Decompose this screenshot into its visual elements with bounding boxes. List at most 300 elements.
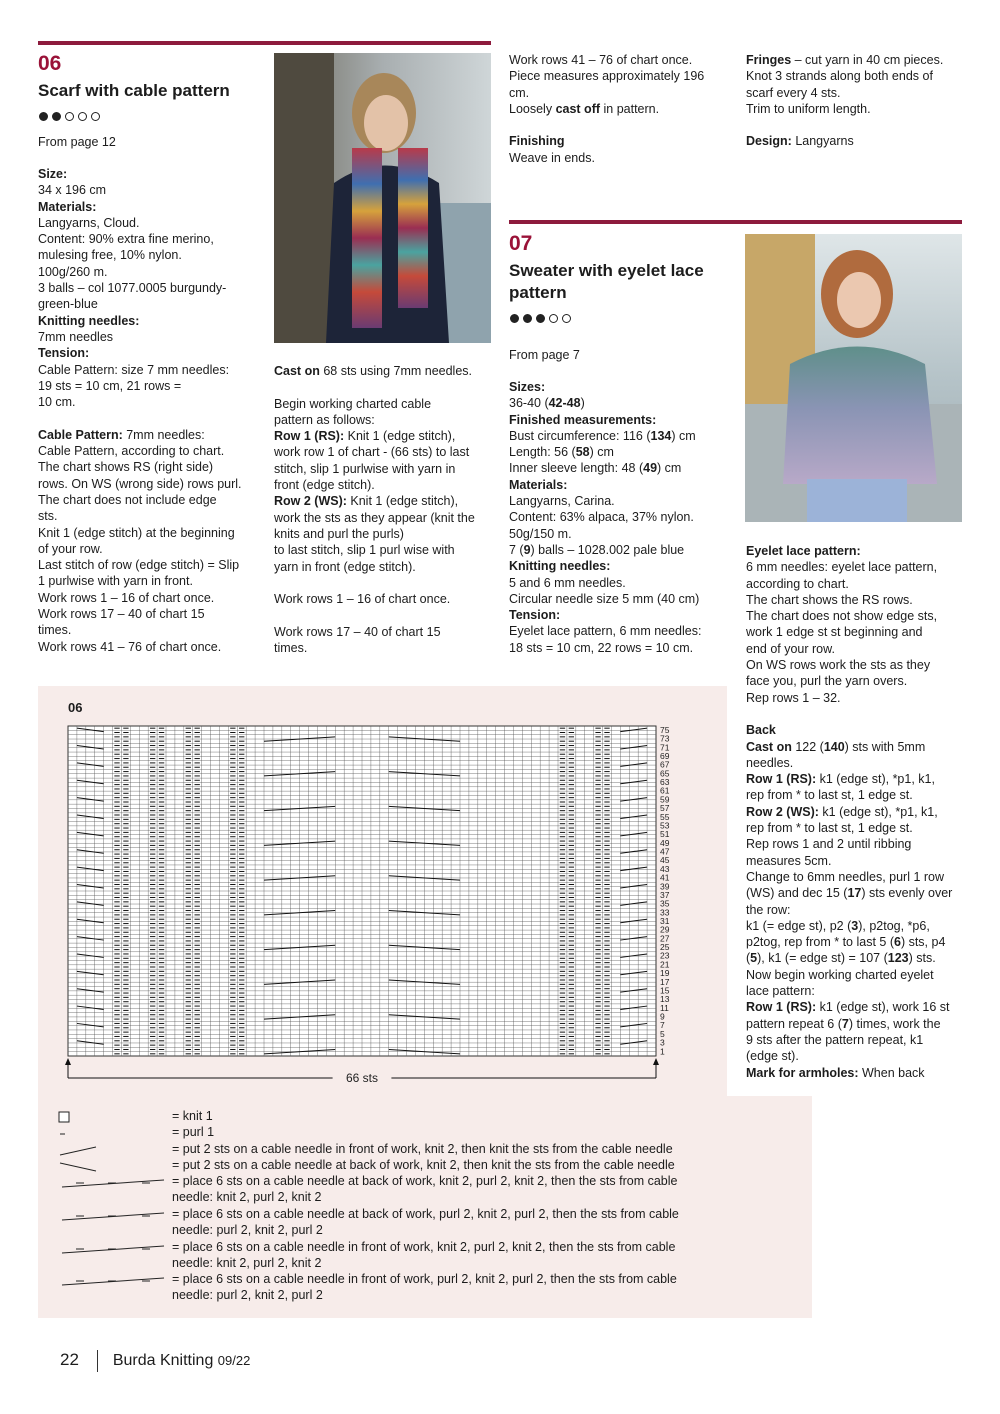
row-number: 59: [660, 794, 670, 805]
text: Bust circumference: 116 (: [509, 428, 651, 443]
bold-text: 3: [851, 918, 859, 933]
p07c1-line: [509, 607, 737, 623]
from-page-07: From page 7: [509, 348, 580, 362]
bold-text: Mark for armholes:: [746, 1065, 859, 1080]
difficulty-dot-filled: [536, 314, 545, 323]
text: 19 sts = 10 cm, 21 rows =: [38, 378, 182, 393]
p06c1-line: [38, 557, 266, 573]
p06c3-line: [509, 150, 734, 166]
text: according to chart.: [746, 576, 849, 591]
bold-text: Finishing: [509, 134, 565, 149]
pattern06-column-1: [38, 166, 266, 655]
text: Content: 90% extra fine merino,: [38, 232, 214, 247]
from-page-06: From page 12: [38, 135, 116, 149]
row-number: 55: [660, 811, 670, 822]
p07c2-line: [746, 1016, 976, 1032]
text: The chart shows the RS rows.: [746, 592, 913, 607]
p07c2-line: [746, 592, 976, 608]
pattern-number-06: 06: [38, 52, 62, 75]
bold-text: Knitting needles:: [509, 559, 611, 574]
bold-text: Row 2 (WS):: [274, 494, 347, 509]
p06c3-line: [509, 68, 734, 84]
p06c1-line: [38, 247, 266, 263]
bold-text: 9: [523, 542, 531, 557]
row-number: 21: [660, 959, 670, 970]
text: ) sts with 5mm: [844, 739, 926, 754]
text: measures 5cm.: [746, 853, 832, 868]
text: ): [580, 396, 585, 411]
bold-text: Eyelet lace pattern:: [746, 544, 861, 558]
p07c2-line: [746, 608, 976, 624]
text: Langyarns, Carina.: [509, 494, 615, 509]
p06c2-line: [274, 510, 496, 526]
p07c1-line: [509, 526, 737, 542]
text: 5 and 6 mm needles.: [509, 575, 626, 590]
row-number: 25: [660, 942, 670, 953]
p07c2-line: [746, 1032, 976, 1048]
legend-line: = put 2 sts on a cable needle in front of work, knit 2, then knit the sts from the cable needle: [172, 1142, 673, 1156]
row-number: 57: [660, 803, 670, 814]
text: 50g/150 m.: [509, 526, 572, 541]
legend-line: = put 2 sts on a cable needle at back of work, knit 2, then knit the sts from the cable needle: [172, 1158, 675, 1172]
text: ), k1 (= edge st) = 107 (: [757, 951, 888, 966]
p07c2-line: [746, 853, 976, 869]
difficulty-dot-filled: [52, 112, 61, 121]
blank-line: [509, 117, 734, 133]
row-number: 65: [660, 768, 670, 779]
p06c1-line: [38, 492, 266, 508]
legend-line: = knit 1: [172, 1109, 213, 1123]
text: 7 (: [509, 542, 524, 557]
p06c2-line: [274, 396, 496, 412]
arrow-head-right: [653, 1058, 659, 1065]
p06c1-line: [38, 280, 266, 296]
text: 36-40 (: [509, 396, 549, 411]
legend-cable-back-2-text: [172, 1157, 732, 1173]
text: 6 mm needles: eyelet lace pattern,: [746, 560, 938, 575]
row-number: 53: [660, 820, 670, 831]
p06c2-line: [274, 461, 496, 477]
p06c3-line: [509, 85, 734, 101]
p06c1-line: [38, 639, 266, 655]
text: Cable Pattern, according to chart.: [38, 444, 225, 459]
p07c1-line: [509, 493, 737, 509]
bold-text: Design:: [746, 134, 792, 149]
issue-number: 09/22: [217, 1353, 251, 1369]
text: 18 sts = 10 cm, 22 rows = 10 cm.: [509, 640, 694, 655]
bold-text: Row 2 (WS):: [746, 804, 819, 819]
p06c3-line: [509, 101, 734, 117]
bold-text: cast off: [555, 101, 601, 116]
p06c1-line: [38, 590, 266, 606]
text: work the sts as they appear (knit the: [274, 510, 475, 525]
bold-text: Sizes:: [509, 380, 546, 394]
text: stitch, slip 1 purlwise with yarn in: [274, 461, 456, 476]
pattern06-column-2: [274, 363, 496, 656]
text: k1 (edge st), *p1, k1,: [816, 772, 935, 787]
row-number: 51: [660, 829, 670, 840]
p07c2-line: [746, 967, 976, 983]
row-number: 47: [660, 846, 670, 857]
text: work row 1 of chart - (66 sts) to last: [274, 445, 470, 460]
p06c2-line: [274, 526, 496, 542]
bold-text: 17: [847, 886, 862, 901]
bold-text: Knitting needles:: [38, 313, 140, 328]
row-number: 23: [660, 950, 670, 961]
p06c1-line: [38, 622, 266, 638]
bold-text: 6: [894, 935, 901, 950]
legend-line: = place 6 sts on a cable needle at back of work, purl 2, knit 2, purl 2, then the sts from cable: [172, 1207, 679, 1221]
text: Knit 1 (edge stitch),: [344, 429, 456, 444]
p07c2-line: [746, 657, 976, 673]
footer-divider: [97, 1350, 98, 1372]
row-number: 19: [660, 968, 670, 979]
text: 9 sts after the pattern repeat, k1: [746, 1032, 924, 1047]
row-number: 15: [660, 985, 670, 996]
text: Work rows 1 – 16 of chart once.: [274, 592, 451, 607]
row-number: 1: [660, 1046, 665, 1057]
row-number: 67: [660, 759, 670, 770]
legend-purl-dash-text: [172, 1124, 732, 1140]
legend-cable-front-2-text: [172, 1141, 732, 1157]
text: times.: [274, 641, 308, 656]
text: Eyelet lace pattern, 6 mm needles:: [509, 624, 702, 639]
p06c1-line: [38, 296, 266, 312]
text: pattern as follows:: [274, 412, 375, 427]
text: 68 sts using 7mm needles.: [319, 364, 473, 378]
legend-cable-6-front-k-text: [172, 1239, 732, 1272]
text: p2tog, rep from * to last 5 (: [746, 935, 894, 950]
p07c2-line: [746, 950, 976, 966]
text: On WS rows work the sts as they: [746, 658, 931, 673]
text: Begin working charted cable: [274, 396, 432, 411]
text: Content: 63% alpaca, 37% nylon.: [509, 510, 694, 525]
bold-text: Row 1 (RS):: [746, 1000, 817, 1015]
text: cm.: [509, 85, 530, 100]
row-number: 75: [660, 724, 670, 735]
p06c1-line: [38, 525, 266, 541]
p07c1-line: [509, 623, 737, 639]
p06c4-line: [746, 68, 976, 84]
p07c2-line: [746, 673, 976, 689]
blank-line: [274, 379, 496, 395]
p06c1-line: [38, 476, 266, 492]
p06c2-line: [274, 477, 496, 493]
p07c2-line: [746, 739, 976, 755]
blank-line: [746, 117, 976, 133]
legend-line: = purl 1: [172, 1125, 215, 1139]
row-number: 69: [660, 751, 670, 761]
p06c1-line: [38, 378, 266, 394]
text: Langyarns, Cloud.: [38, 215, 140, 230]
p06c2-line: [274, 559, 496, 575]
p07c2-line: [746, 1065, 976, 1081]
row-number: 29: [660, 924, 670, 935]
p06c1-line: [38, 329, 266, 345]
bold-text: Fringes: [746, 53, 792, 67]
text: Last stitch of row (edge stitch) = Slip: [38, 558, 240, 573]
bold-text: 140: [823, 739, 845, 754]
text: – cut yarn in 40 cm pieces.: [791, 53, 944, 67]
text: green-blue: [38, 297, 98, 312]
text: Knot 3 strands along both ends of: [746, 69, 933, 84]
p06c4-line: [746, 85, 976, 101]
text: ) cm: [657, 461, 682, 476]
row-number: 37: [660, 889, 670, 900]
p06c1-line: [38, 182, 266, 198]
p06c2-line: [274, 428, 496, 444]
row-number: 61: [660, 785, 670, 796]
p07c2-line: [746, 804, 976, 820]
p06c2-line: [274, 363, 496, 379]
legend-line: needle: purl 2, knit 2, purl 2: [172, 1288, 323, 1303]
row-number: 27: [660, 933, 670, 944]
bold-text: 123: [887, 951, 909, 966]
text: 7mm needles:: [122, 427, 205, 442]
difficulty-dot-filled: [510, 314, 519, 323]
text: end of your row.: [746, 641, 835, 656]
p06c1-line: [38, 199, 266, 215]
row-number: 63: [660, 777, 670, 788]
legend-line: needle: knit 2, purl 2, knit 2: [172, 1190, 322, 1205]
text: The chart does not show edge sts,: [746, 609, 938, 624]
text: needles.: [746, 755, 794, 770]
text: Langyarns: [791, 134, 854, 149]
text: k1 (edge st), *p1, k1,: [818, 804, 938, 819]
row-number: 17: [660, 976, 670, 987]
legend-line: needle: purl 2, knit 2, purl 2: [172, 1223, 323, 1238]
row-number: 41: [660, 872, 670, 883]
p06c2-line: [274, 493, 496, 509]
p07c2-line: [746, 869, 976, 885]
cable-6-back-k-symbol-icon: [58, 1176, 168, 1195]
row-number: 39: [660, 881, 670, 892]
p06c4-line: [746, 52, 976, 68]
difficulty-rating-07: [510, 314, 571, 323]
text: Work rows 17 – 40 of chart 15: [38, 607, 205, 622]
p07c2-line: [746, 999, 976, 1015]
page-footer: [60, 1350, 250, 1372]
bold-text: Back: [746, 723, 776, 738]
chart-width-label: 66 sts: [345, 1071, 379, 1085]
text: scarf every 4 sts.: [746, 85, 841, 100]
row-number: 73: [660, 733, 670, 744]
text: face you, purl the yarn overs.: [746, 674, 908, 689]
arrow-head-left: [65, 1058, 71, 1065]
difficulty-dot-filled: [39, 112, 48, 121]
blank-line: [746, 706, 976, 722]
text: When back: [858, 1065, 925, 1080]
text: Length: 56 (: [509, 445, 576, 460]
p06c1-line: [38, 362, 266, 378]
row-number: 43: [660, 863, 670, 874]
p07c2-line: [746, 1048, 976, 1064]
text: 100g/260 m.: [38, 264, 108, 279]
p07c2-line: [746, 902, 976, 918]
text: (WS) and dec 15 (: [746, 886, 848, 901]
p07c1-line: [509, 428, 737, 444]
difficulty-dot-empty: [65, 112, 74, 121]
p06c1-line: [38, 443, 266, 459]
text: Weave in ends.: [509, 150, 595, 165]
p06c2-line: [274, 591, 496, 607]
bold-text: Tension:: [509, 608, 561, 623]
p07c1-line: [509, 591, 737, 607]
p07c2-line: [746, 787, 976, 803]
text: Inner sleeve length: 48 (: [509, 461, 644, 476]
p06c1-line: [38, 264, 266, 280]
text: ) balls – 1028.002 pale blue: [530, 542, 685, 557]
text: ) sts evenly over: [861, 886, 953, 901]
p06c1-line: [38, 459, 266, 475]
bold-text: Cast on: [746, 739, 792, 754]
cable-6-front-p-symbol-icon: [58, 1274, 168, 1293]
bold-text: Tension:: [38, 346, 90, 361]
p07c2-line: [746, 690, 976, 706]
text: ) times, work the: [848, 1016, 941, 1031]
text: mulesing free, 10% nylon.: [38, 248, 182, 263]
text: the row:: [746, 902, 791, 917]
text: rows. On WS (wrong side) rows purl.: [38, 476, 242, 491]
row-number: 3: [660, 1037, 665, 1048]
p06c1-line: [38, 573, 266, 589]
difficulty-dot-empty: [91, 112, 100, 121]
p07c1-line: [509, 575, 737, 591]
p06c1-line: [38, 508, 266, 524]
section-rule-06: [38, 41, 491, 45]
text: Loosely: [509, 101, 556, 116]
text: in pattern.: [600, 101, 660, 116]
pattern06-column-4: [746, 52, 976, 150]
text: work 1 edge st st beginning and: [746, 625, 923, 640]
bold-text: Size:: [38, 167, 68, 181]
text: Cable Pattern: size 7 mm needles:: [38, 362, 230, 377]
row-number: 35: [660, 898, 670, 909]
p06c1-line: [38, 541, 266, 557]
p07c2-line: [746, 934, 976, 950]
text: Work rows 17 – 40 of chart 15: [274, 624, 441, 639]
p07c2-line: [746, 559, 976, 575]
pattern06-column-3: [509, 52, 734, 166]
text: k1 (= edge st), p2 (: [746, 918, 852, 933]
text: Circular needle size 5 mm (40 cm): [509, 591, 700, 606]
legend-cable-6-front-p-text: [172, 1271, 732, 1304]
bold-text: Row 1 (RS):: [746, 772, 817, 787]
p07c2-line: [746, 983, 976, 999]
row-number: 49: [660, 837, 670, 848]
p06c2-line: [274, 624, 496, 640]
text: rep from * to last st, 1 edge st.: [746, 788, 913, 803]
row-number: 5: [660, 1028, 665, 1039]
p07c2-line: [746, 641, 976, 657]
magazine-name: Burda Knitting: [112, 1352, 214, 1370]
text: Piece measures approximately 196: [509, 69, 705, 84]
pattern07-column-1: [509, 379, 737, 656]
cable-6-front-k-symbol-icon: [58, 1242, 168, 1261]
blank-line: [274, 575, 496, 591]
p06c1-line: [38, 231, 266, 247]
text: Now begin working charted eyelet: [746, 967, 934, 982]
text: front (edge stitch).: [274, 478, 375, 493]
text: Knit 1 (edge stitch),: [346, 494, 459, 509]
row-number: 33: [660, 907, 670, 918]
text: ), p2tog, *p6,: [858, 918, 930, 933]
p06c1-line: [38, 166, 266, 182]
p06c1-line: [38, 313, 266, 329]
text: to last stitch, slip 1 purl wise with: [274, 543, 455, 558]
row-number: 11: [660, 1002, 669, 1013]
text: The chart shows RS (right side): [38, 460, 214, 475]
difficulty-dot-empty: [562, 314, 571, 323]
text: Work rows 41 – 76 of chart once.: [38, 639, 222, 654]
p07c2-line: [746, 755, 976, 771]
legend-line: = place 6 sts on a cable needle in front of work, purl 2, knit 2, purl 2, then the sts from cable: [172, 1272, 677, 1286]
p07c1-line: [509, 395, 737, 411]
p07c1-line: [509, 542, 737, 558]
text: pattern repeat 6 (: [746, 1016, 842, 1031]
p06c2-line: [274, 640, 496, 656]
p06c4-line: [746, 133, 976, 149]
legend-line: = place 6 sts on a cable needle in front of work, knit 2, purl 2, knit 2, then the sts from cable: [172, 1240, 676, 1254]
text: 7mm needles: [38, 329, 114, 344]
bold-text: 58: [575, 445, 590, 460]
text: Trim to uniform length.: [746, 101, 871, 116]
text: 122 (: [791, 739, 824, 754]
text: yarn in front (edge stitch).: [274, 559, 416, 574]
row-number: 9: [660, 1011, 665, 1022]
p07c1-line: [509, 379, 737, 395]
p07c2-line: [746, 820, 976, 836]
text: 34 x 196 cm: [38, 183, 107, 198]
row-number: 7: [660, 1020, 665, 1031]
p06c2-line: [274, 444, 496, 460]
text: Knit 1 (edge stitch) at the beginning: [38, 525, 235, 540]
pattern-title-06: Scarf with cable pattern: [38, 81, 230, 100]
p07c2-line: [746, 543, 976, 559]
cable-chart: [38, 686, 727, 1096]
text: of your row.: [38, 541, 103, 556]
text: times.: [38, 623, 72, 638]
bold-text: 49: [643, 461, 658, 476]
text: 1 purlwise with yarn in front.: [38, 574, 193, 589]
text: 10 cm.: [38, 395, 76, 410]
page-number: 22: [60, 1350, 79, 1370]
legend-cable-6-back-k-text: [172, 1173, 732, 1206]
text: Rep rows 1 and 2 until ribbing: [746, 837, 912, 852]
blank-line: [274, 607, 496, 623]
pattern-title-07-line2: pattern: [509, 283, 567, 302]
bold-text: Cable Pattern:: [38, 427, 123, 442]
bold-text: Cast on: [274, 364, 320, 378]
p06c2-line: [274, 412, 496, 428]
bold-text: 134: [650, 428, 672, 443]
bold-text: Materials:: [38, 199, 97, 214]
legend-line: needle: knit 2, purl 2, knit 2: [172, 1256, 322, 1271]
p06c3-line: [509, 133, 734, 149]
section-rule-07: [509, 220, 962, 224]
pattern07-column-2: [746, 543, 976, 1081]
bold-text: Materials:: [509, 477, 568, 492]
text: ) cm: [671, 428, 696, 443]
p07c1-line: [509, 460, 737, 476]
p06c1-line: [38, 345, 266, 361]
bold-text: Row 1 (RS):: [274, 429, 345, 444]
bold-text: Finished measurements:: [509, 412, 657, 427]
p07c2-line: [746, 624, 976, 640]
text: ) cm: [589, 445, 614, 460]
text: ) sts.: [908, 951, 936, 966]
p07c2-line: [746, 918, 976, 934]
